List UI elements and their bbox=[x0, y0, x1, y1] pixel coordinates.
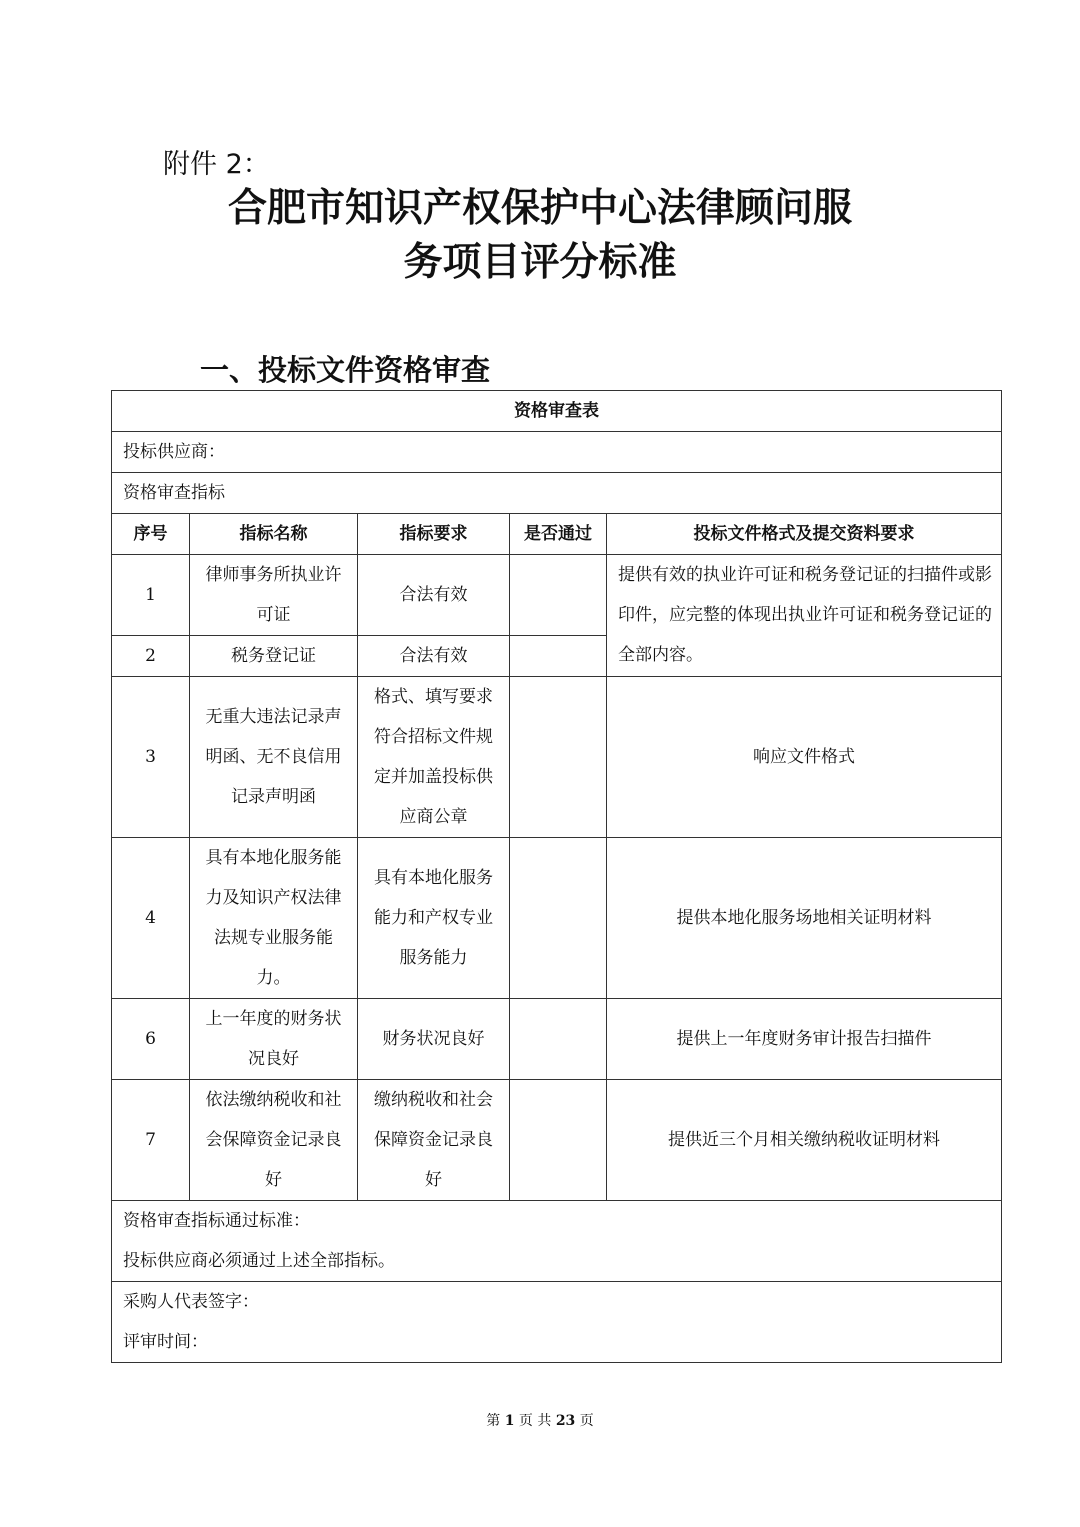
row-format: 响应文件格式 bbox=[607, 677, 1002, 838]
row-passed bbox=[510, 555, 607, 636]
table-row bbox=[112, 838, 1002, 999]
qualification-review-table bbox=[111, 390, 1002, 1363]
table-row bbox=[112, 999, 1002, 1080]
total-page-number: 23 bbox=[555, 1413, 576, 1429]
row-no: 6 bbox=[112, 999, 190, 1080]
row-name: 上一年度的财务状况良好 bbox=[190, 999, 358, 1080]
indicator-row bbox=[112, 473, 1002, 514]
footer-suffix: 页 bbox=[575, 1413, 594, 1429]
indicator-label: 资格审查指标 bbox=[112, 473, 1002, 514]
signature-row bbox=[112, 1282, 1002, 1363]
row-requirement: 格式、填写要求符合招标文件规定并加盖投标供应商公章 bbox=[358, 677, 510, 838]
attachment-label: 附件 2： bbox=[163, 149, 270, 180]
row-name: 律师事务所执业许可证 bbox=[190, 555, 358, 636]
row-requirement: 缴纳税收和社会保障资金记录良好 bbox=[358, 1080, 510, 1201]
row-passed bbox=[510, 838, 607, 999]
page-footer bbox=[0, 1410, 1080, 1430]
row-passed bbox=[510, 1080, 607, 1201]
row-passed bbox=[510, 636, 607, 677]
signature-label: 采购人代表签字： bbox=[123, 1292, 259, 1312]
row-format: 提供上一年度财务审计报告扫描件 bbox=[607, 999, 1002, 1080]
pass-standard-row bbox=[112, 1201, 1002, 1282]
header-no: 序号 bbox=[112, 514, 190, 555]
supplier-row bbox=[112, 432, 1002, 473]
section-heading: 一、投标文件资格审查 bbox=[200, 353, 491, 387]
table-row bbox=[112, 677, 1002, 838]
row-name: 税务登记证 bbox=[190, 636, 358, 677]
row-name: 具有本地化服务能力及知识产权法律法规专业服务能力。 bbox=[190, 838, 358, 999]
table-caption: 资格审查表 bbox=[112, 391, 1002, 432]
row-requirement: 合法有效 bbox=[358, 636, 510, 677]
row-no: 3 bbox=[112, 677, 190, 838]
row-requirement: 具有本地化服务能力和产权专业服务能力 bbox=[358, 838, 510, 999]
review-time-label: 评审时间： bbox=[123, 1332, 208, 1352]
table-row bbox=[112, 555, 1002, 636]
supplier-label: 投标供应商： bbox=[112, 432, 1002, 473]
row-passed bbox=[510, 999, 607, 1080]
table-row bbox=[112, 1080, 1002, 1201]
header-format: 投标文件格式及提交资料要求 bbox=[607, 514, 1002, 555]
row-no: 1 bbox=[112, 555, 190, 636]
row-format: 提供本地化服务场地相关证明材料 bbox=[607, 838, 1002, 999]
row-name: 无重大违法记录声明函、无不良信用记录声明函 bbox=[190, 677, 358, 838]
header-requirement: 指标要求 bbox=[358, 514, 510, 555]
row-format-merged: 提供有效的执业许可证和税务登记证的扫描件或影印件，应完整的体现出执业许可证和税务登记证的全部内容。 bbox=[607, 555, 1002, 677]
row-requirement: 财务状况良好 bbox=[358, 999, 510, 1080]
current-page-number: 1 bbox=[504, 1413, 515, 1429]
pass-standard-cell bbox=[112, 1201, 1002, 1282]
row-no: 2 bbox=[112, 636, 190, 677]
title-line-1: 合肥市知识产权保护中心法律顾问服 bbox=[227, 186, 852, 231]
signature-cell bbox=[112, 1282, 1002, 1363]
pass-standard-label: 资格审查指标通过标准： bbox=[123, 1211, 310, 1231]
table-header-row bbox=[112, 514, 1002, 555]
table-caption-row bbox=[112, 391, 1002, 432]
header-passed: 是否通过 bbox=[510, 514, 607, 555]
row-no: 7 bbox=[112, 1080, 190, 1201]
row-requirement: 合法有效 bbox=[358, 555, 510, 636]
row-passed bbox=[510, 677, 607, 838]
row-no: 4 bbox=[112, 838, 190, 999]
document-title bbox=[0, 182, 1080, 290]
row-name: 依法缴纳税收和社会保障资金记录良好 bbox=[190, 1080, 358, 1201]
footer-middle: 页 共 bbox=[514, 1413, 556, 1429]
pass-standard-text: 投标供应商必须通过上述全部指标。 bbox=[123, 1251, 395, 1271]
footer-prefix: 第 bbox=[486, 1413, 505, 1429]
header-name: 指标名称 bbox=[190, 514, 358, 555]
row-format: 提供近三个月相关缴纳税收证明材料 bbox=[607, 1080, 1002, 1201]
title-line-2: 务项目评分标准 bbox=[403, 240, 677, 285]
